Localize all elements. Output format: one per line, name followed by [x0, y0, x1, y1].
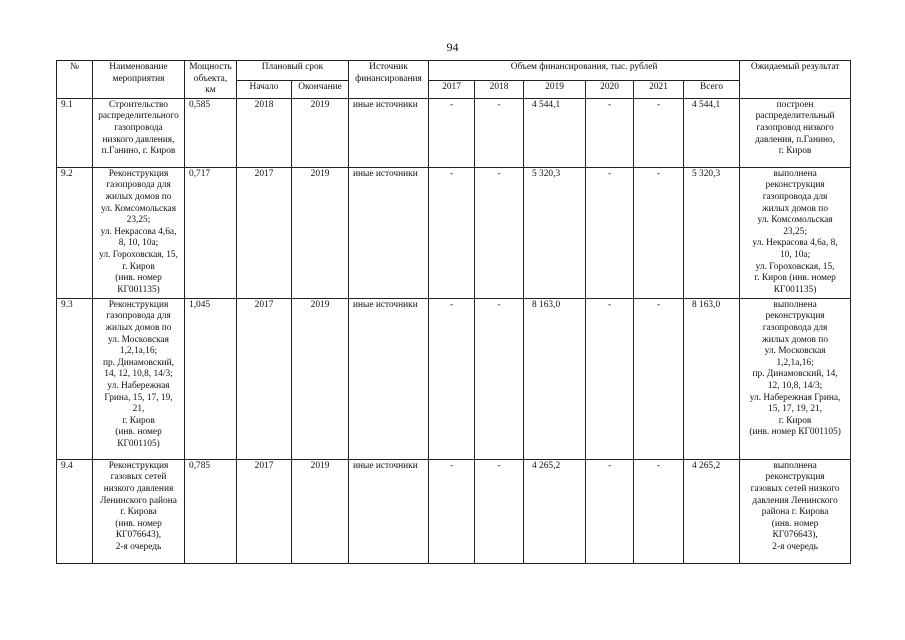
header-2018: 2018	[475, 80, 524, 98]
row-start: 2017	[237, 167, 292, 298]
row-num: 9.4	[57, 459, 93, 563]
row-start: 2018	[237, 98, 292, 167]
header-num: №	[57, 61, 93, 99]
table-row	[57, 98, 851, 167]
row-end: 2019	[292, 98, 349, 167]
row-result: выполнена реконструкция газопровода для жилых домов по ул. Московская 1,2,1а,16; пр. Динамовский, 14, 12, 10,8, 14/3; ул. Набережная Грина, 15, 17, 19, 21, г. Киров (инв. номер КГ001105)	[740, 298, 851, 459]
header-2020: 2020	[586, 80, 634, 98]
row-total: 8 163,0	[684, 298, 740, 459]
row-2019: 8 163,0	[524, 298, 586, 459]
row-source: иные источники	[349, 459, 429, 563]
row-num: 9.1	[57, 98, 93, 167]
row-capacity: 1,045	[185, 298, 237, 459]
row-source: иные источники	[349, 167, 429, 298]
row-2019: 4 265,2	[524, 459, 586, 563]
row-source: иные источники	[349, 98, 429, 167]
funding-table	[56, 60, 851, 564]
row-2018: -	[475, 98, 524, 167]
row-capacity: 0,717	[185, 167, 237, 298]
row-2018: -	[475, 459, 524, 563]
row-2018: -	[475, 298, 524, 459]
header-name: Наименование мероприятия	[93, 61, 185, 99]
row-2021: -	[634, 98, 684, 167]
table-header-row	[57, 61, 851, 81]
row-2019: 4 544,1	[524, 98, 586, 167]
row-source: иные источники	[349, 298, 429, 459]
header-2017: 2017	[429, 80, 475, 98]
row-capacity: 0,785	[185, 459, 237, 563]
row-2021: -	[634, 459, 684, 563]
row-result: построен распределительный газопровод низкого давления, п.Ганино, г. Киров	[740, 98, 851, 167]
row-name: Реконструкция газовых сетей низкого давления Ленинского района г. Кирова (инв. номер КГ076643), 2-я очередь	[93, 459, 185, 563]
row-capacity: 0,585	[185, 98, 237, 167]
header-2021: 2021	[634, 80, 684, 98]
row-2020: -	[586, 298, 634, 459]
row-num: 9.3	[57, 298, 93, 459]
header-total: Всего	[684, 80, 740, 98]
header-schedule: Плановый срок	[237, 61, 349, 81]
row-end: 2019	[292, 298, 349, 459]
header-funding: Объем финансирования, тыс. рублей	[429, 61, 740, 81]
row-2020: -	[586, 459, 634, 563]
header-source: Источник финансирования	[349, 61, 429, 99]
row-2020: -	[586, 98, 634, 167]
row-2017: -	[429, 459, 475, 563]
header-start: Начало	[237, 80, 292, 98]
row-num: 9.2	[57, 167, 93, 298]
header-capacity: Мощность объекта, км	[185, 61, 237, 99]
table-row	[57, 298, 851, 459]
row-2020: -	[586, 167, 634, 298]
page-number: 94	[446, 40, 459, 54]
row-2019: 5 320,3	[524, 167, 586, 298]
row-start: 2017	[237, 459, 292, 563]
row-name: Реконструкция газопровода для жилых домов по ул. Московская 1,2,1а,16; пр. Динамовский, 14, 12, 10,8, 14/3; ул. Набережная Грина, 15, 17, 19, 21, г. Киров (инв. номер КГ001105)	[93, 298, 185, 459]
row-name: Строительство распределительного газопровода низкого давления, п.Ганино, г. Киров	[93, 98, 185, 167]
row-result: выполнена реконструкция газопровода для жилых домов по ул. Комсомольская 23,25; ул. Некрасова 4,6а, 8, 10, 10а; ул. Гороховская, 15, г. Киров (инв. номер КГ001135)	[740, 167, 851, 298]
header-result: Ожидаемый результат	[740, 61, 851, 99]
row-2017: -	[429, 98, 475, 167]
row-2017: -	[429, 167, 475, 298]
table-row	[57, 167, 851, 298]
table-row	[57, 459, 851, 563]
row-total: 4 265,2	[684, 459, 740, 563]
row-end: 2019	[292, 167, 349, 298]
row-total: 5 320,3	[684, 167, 740, 298]
row-start: 2017	[237, 298, 292, 459]
header-2019: 2019	[524, 80, 586, 98]
row-2021: -	[634, 298, 684, 459]
row-result: выполнена реконструкция газовых сетей низкого давления Ленинского района г. Кирова (инв. номер КГ076643), 2-я очередь	[740, 459, 851, 563]
header-end: Окончание	[292, 80, 349, 98]
row-name: Реконструкция газопровода для жилых домов по ул. Комсомольская 23,25; ул. Некрасова 4,6а, 8, 10, 10а; ул. Гороховская, 15, г. Киров (инв. номер КГ001135)	[93, 167, 185, 298]
row-total: 4 544,1	[684, 98, 740, 167]
row-2021: -	[634, 167, 684, 298]
row-2018: -	[475, 167, 524, 298]
row-2017: -	[429, 298, 475, 459]
row-end: 2019	[292, 459, 349, 563]
